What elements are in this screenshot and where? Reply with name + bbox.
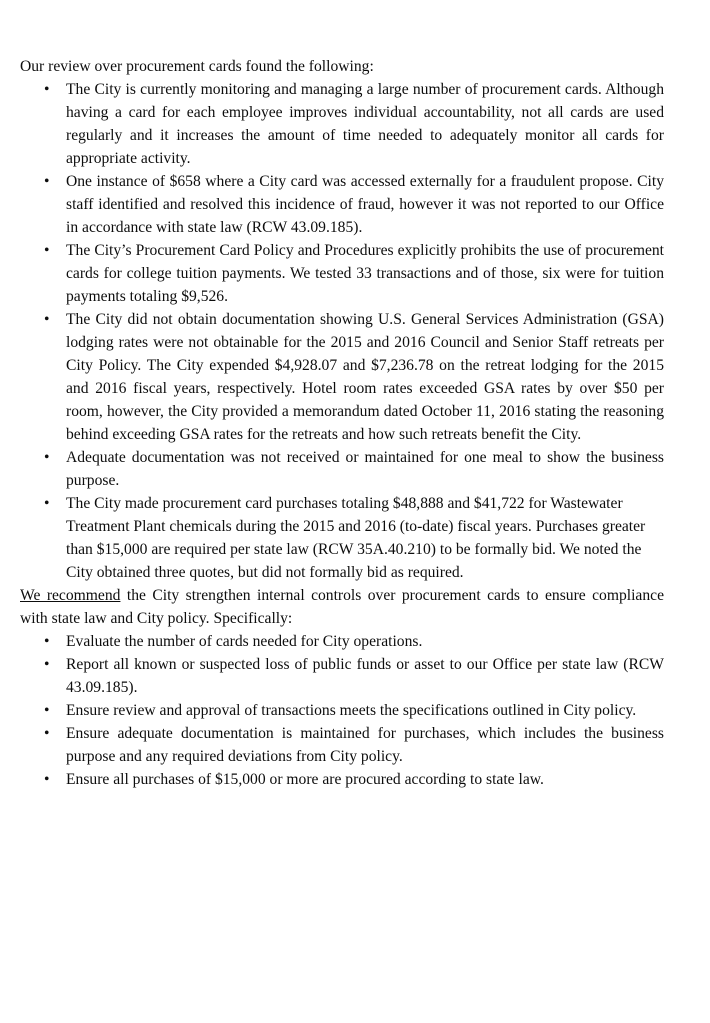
document-body	[20, 55, 664, 791]
finding-item: • Adequate documentation was not received or maintained for one meal to show the business purpose.	[20, 446, 664, 492]
findings-list	[20, 78, 664, 584]
finding-item: • The City made procurement card purchases totaling $48,888 and $41,722 for Wastewater Treatment Plant chemicals during the 2015 and 2016 (to-date) fiscal years. Purchases greater than $15,000 are required per state law (RCW 35A.40.210) to be formally bid. We noted the City obtained three quotes, but did not formally bid as required.	[20, 492, 664, 584]
recommendation-item: • Report all known or suspected loss of public funds or asset to our Office per state law (RCW 43.09.185).	[20, 653, 664, 699]
recommendation-lead-underlined: We recommend	[20, 587, 121, 604]
recommendation-paragraph	[20, 584, 664, 630]
recommendation-item: • Ensure review and approval of transactions meets the specifications outlined in City policy.	[20, 699, 664, 722]
finding-item: • The City did not obtain documentation showing U.S. General Services Administration (GSA) lodging rates were not obtainable for the 2015 and 2016 Council and Senior Staff retreats per City Policy. The City expended $4,928.07 and $7,236.78 on the retreat lodging for the 2015 and 2016 fiscal years, respectively. Hotel room rates exceeded GSA rates by over $50 per room, however, the City provided a memorandum dated October 11, 2016 stating the reasoning behind exceeding GSA rates for the retreats and how such retreats benefit the City.	[20, 308, 664, 446]
recommendation-item: • Evaluate the number of cards needed for City operations.	[20, 630, 664, 653]
recommendation-item: • Ensure adequate documentation is maintained for purchases, which includes the business purpose and any required deviations from City policy.	[20, 722, 664, 768]
finding-item: • The City’s Procurement Card Policy and Procedures explicitly prohibits the use of procurement cards for college tuition payments. We tested 33 transactions and of those, six were for tuition payments totaling $9,526.	[20, 239, 664, 308]
finding-item: • The City is currently monitoring and managing a large number of procurement cards. Although having a card for each employee improves individual accountability, not all cards are used regularly and it increases the amount of time needed to adequately monitor all cards for appropriate activity.	[20, 78, 664, 170]
recommendation-item: • Ensure all purchases of $15,000 or more are procured according to state law.	[20, 768, 664, 791]
recommendation-list	[20, 630, 664, 791]
intro-paragraph: Our review over procurement cards found the following:	[20, 58, 374, 75]
recommendation-lead-rest: the City strengthen internal controls over procurement cards to ensure compliance with state law and City policy. Specifically:	[20, 587, 664, 627]
finding-item: • One instance of $658 where a City card was accessed externally for a fraudulent propose. City staff identified and resolved this incidence of fraud, however it was not reported to our Office in accordance with state law (RCW 43.09.185).	[20, 170, 664, 239]
